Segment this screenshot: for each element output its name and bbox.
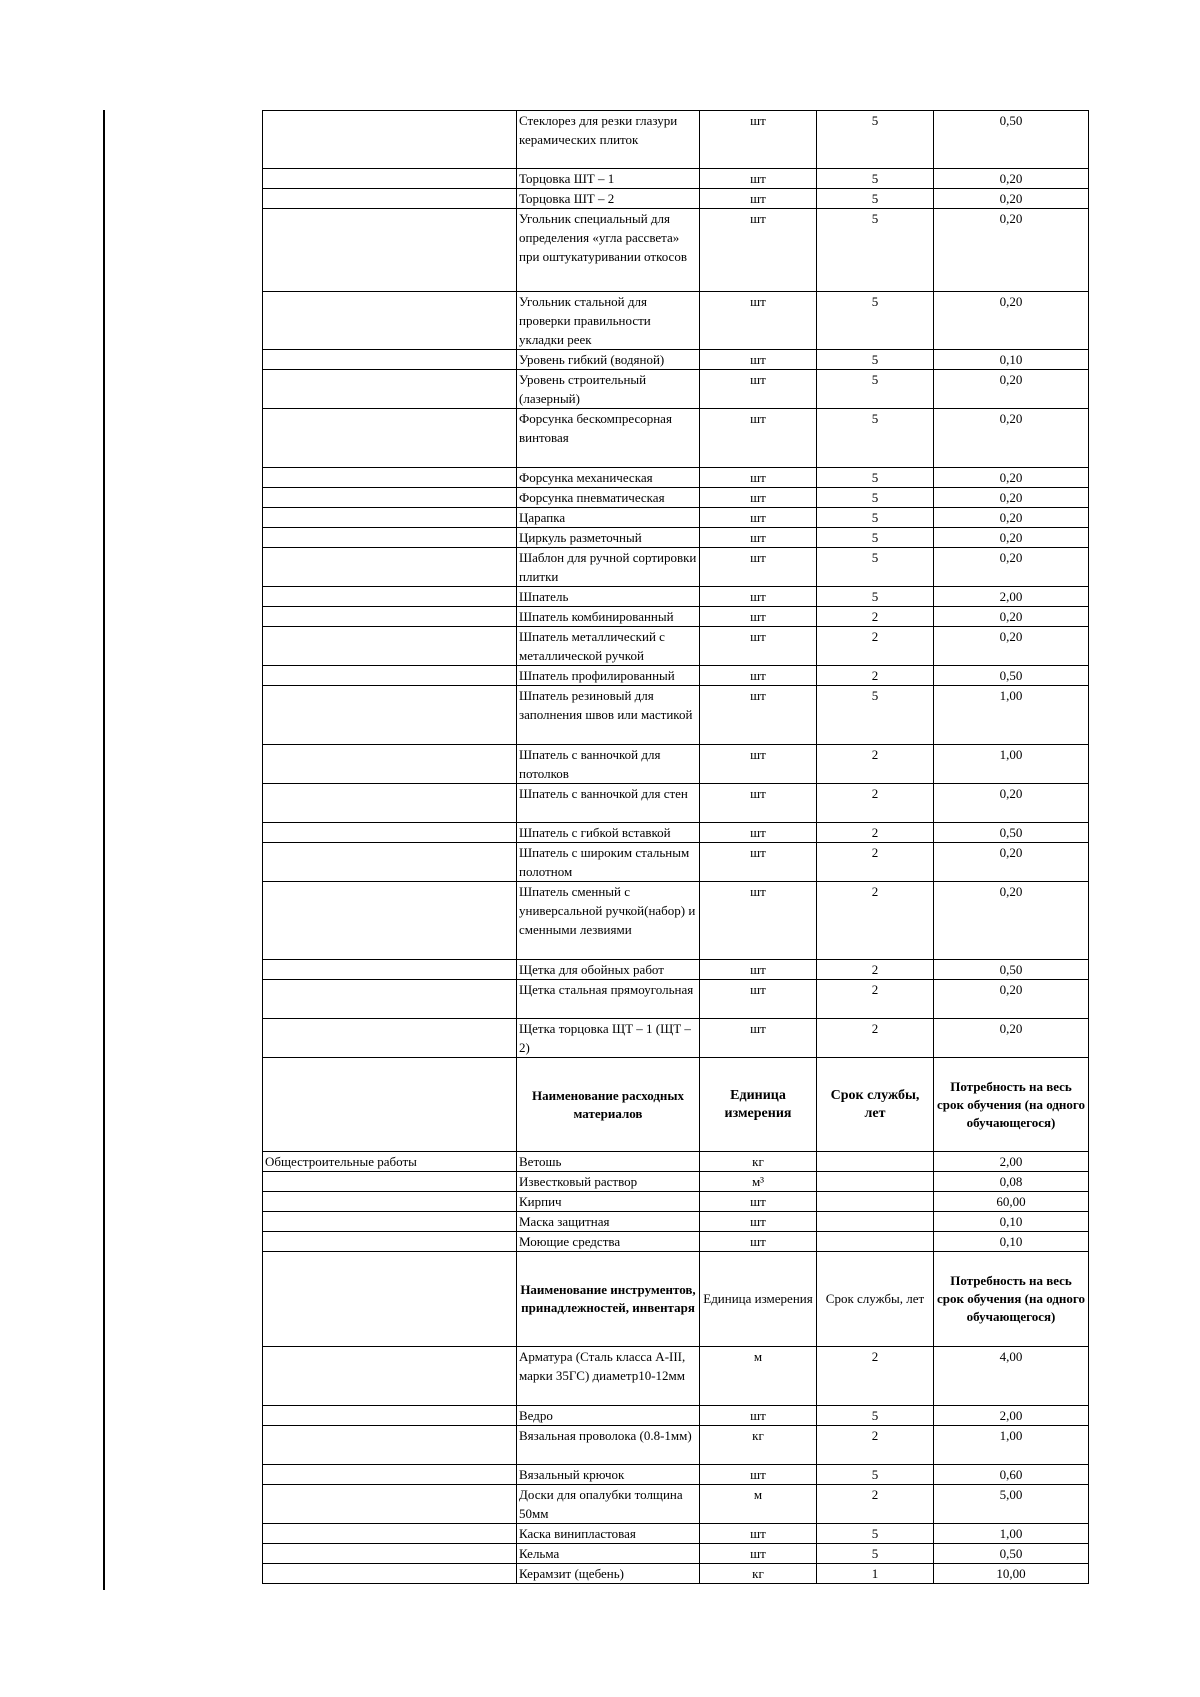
row-unit-cell: шт (700, 1212, 817, 1232)
row-name-cell: Шпатель с широким стальным полотном (517, 843, 700, 882)
table-header-row (263, 1058, 1089, 1152)
row-need-cell: 0,10 (934, 350, 1089, 370)
header-empty-cell (263, 1252, 517, 1347)
row-section-cell (263, 1524, 517, 1544)
row-section-cell (263, 1465, 517, 1485)
row-name-cell: Керамзит (щебень) (517, 1564, 700, 1584)
row-section-cell (263, 1232, 517, 1252)
row-need-cell: 0,20 (934, 1019, 1089, 1058)
row-name-cell: Шпатель металлический с металлической ручкой (517, 627, 700, 666)
row-years-cell: 2 (817, 745, 934, 784)
table-row (263, 350, 1089, 370)
row-name-cell: Шпатель с ванночкой для стен (517, 784, 700, 823)
row-name-cell: Шпатель профилированный (517, 666, 700, 686)
row-section-cell (263, 1485, 517, 1524)
table-row (263, 1192, 1089, 1212)
row-section-cell (263, 627, 517, 666)
row-need-cell: 2,00 (934, 1152, 1089, 1172)
table-row (263, 1212, 1089, 1232)
table-row (263, 686, 1089, 745)
row-need-cell: 0,50 (934, 666, 1089, 686)
table-header-row (263, 1252, 1089, 1347)
header-years: Срок службы, лет (817, 1058, 934, 1152)
row-unit-cell: шт (700, 823, 817, 843)
row-name-cell: Торцовка ШТ – 2 (517, 189, 700, 209)
row-years-cell: 5 (817, 1544, 934, 1564)
row-years-cell: 2 (817, 666, 934, 686)
row-name-cell: Шаблон для ручной сортировки плитки (517, 548, 700, 587)
row-need-cell: 1,00 (934, 1426, 1089, 1465)
row-section-cell (263, 1347, 517, 1406)
row-name-cell: Щетка торцовка ЩТ – 1 (ЩТ – 2) (517, 1019, 700, 1058)
table-row (263, 627, 1089, 666)
row-unit-cell: шт (700, 528, 817, 548)
row-years-cell: 2 (817, 980, 934, 1019)
row-section-cell (263, 882, 517, 960)
row-years-cell: 2 (817, 627, 934, 666)
table-row (263, 1019, 1089, 1058)
header-need: Потребность на весь срок обучения (на одного обучающегося) (934, 1058, 1089, 1152)
row-need-cell: 0,10 (934, 1232, 1089, 1252)
header-unit: Единица измерения (700, 1058, 817, 1152)
row-unit-cell: м (700, 1347, 817, 1406)
table-row (263, 1426, 1089, 1465)
row-years-cell (817, 1152, 934, 1172)
row-years-cell: 5 (817, 468, 934, 488)
row-need-cell: 0,60 (934, 1465, 1089, 1485)
row-need-cell: 0,20 (934, 607, 1089, 627)
row-years-cell: 2 (817, 843, 934, 882)
row-section-cell (263, 1019, 517, 1058)
row-unit-cell: шт (700, 1465, 817, 1485)
table-row (263, 587, 1089, 607)
row-need-cell: 0,20 (934, 468, 1089, 488)
row-unit-cell: шт (700, 784, 817, 823)
row-unit-cell: шт (700, 1544, 817, 1564)
row-name-cell: Маска защитная (517, 1212, 700, 1232)
row-section-cell (263, 528, 517, 548)
row-unit-cell: кг (700, 1152, 817, 1172)
table-row (263, 169, 1089, 189)
row-years-cell: 5 (817, 488, 934, 508)
row-unit-cell: шт (700, 980, 817, 1019)
row-years-cell: 2 (817, 784, 934, 823)
table-row (263, 1544, 1089, 1564)
row-unit-cell: шт (700, 587, 817, 607)
row-need-cell: 1,00 (934, 686, 1089, 745)
row-need-cell: 0,20 (934, 370, 1089, 409)
row-section-cell (263, 686, 517, 745)
row-years-cell: 5 (817, 686, 934, 745)
row-name-cell: Уровень гибкий (водяной) (517, 350, 700, 370)
row-need-cell: 0,20 (934, 488, 1089, 508)
tools-header (263, 1252, 1089, 1347)
table-row (263, 1172, 1089, 1192)
row-years-cell: 2 (817, 1485, 934, 1524)
row-name-cell: Шпатель с ванночкой для потолков (517, 745, 700, 784)
row-unit-cell: м (700, 1485, 817, 1524)
row-section-cell (263, 960, 517, 980)
row-unit-cell: шт (700, 960, 817, 980)
row-need-cell: 60,00 (934, 1192, 1089, 1212)
table-row (263, 745, 1089, 784)
row-section-cell (263, 1406, 517, 1426)
row-need-cell: 0,20 (934, 980, 1089, 1019)
row-section-cell (263, 488, 517, 508)
header-need: Потребность на весь срок обучения (на одного обучающегося) (934, 1252, 1089, 1347)
row-section-cell (263, 666, 517, 686)
row-years-cell (817, 1212, 934, 1232)
row-unit-cell: шт (700, 409, 817, 468)
row-unit-cell: шт (700, 508, 817, 528)
row-unit-cell: кг (700, 1426, 817, 1465)
row-need-cell: 0,50 (934, 823, 1089, 843)
row-years-cell: 5 (817, 1524, 934, 1544)
row-unit-cell: шт (700, 745, 817, 784)
table-row (263, 209, 1089, 292)
row-need-cell: 0,10 (934, 1212, 1089, 1232)
row-name-cell: Щетка для обойных работ (517, 960, 700, 980)
row-years-cell: 5 (817, 350, 934, 370)
row-years-cell: 2 (817, 1019, 934, 1058)
row-section-cell (263, 189, 517, 209)
row-unit-cell: шт (700, 607, 817, 627)
row-name-cell: Шпатель резиновый для заполнения швов или мастикой (517, 686, 700, 745)
row-name-cell: Шпатель сменный с универсальной ручкой(набор) и сменными лезвиями (517, 882, 700, 960)
row-unit-cell: шт (700, 1019, 817, 1058)
row-need-cell: 0,20 (934, 209, 1089, 292)
row-name-cell: Шпатель с гибкой вставкой (517, 823, 700, 843)
header-years: Срок службы, лет (817, 1252, 934, 1347)
row-years-cell: 2 (817, 882, 934, 960)
row-unit-cell: шт (700, 292, 817, 350)
row-unit-cell: шт (700, 209, 817, 292)
row-years-cell: 5 (817, 209, 934, 292)
row-section-cell (263, 607, 517, 627)
row-years-cell: 5 (817, 189, 934, 209)
table-row (263, 488, 1089, 508)
row-name-cell: Шпатель (517, 587, 700, 607)
row-need-cell: 0,50 (934, 1544, 1089, 1564)
row-name-cell: Форсунка пневматическая (517, 488, 700, 508)
header-name: Наименование расходных материалов (517, 1058, 700, 1152)
row-section-cell (263, 350, 517, 370)
row-section-cell (263, 587, 517, 607)
row-unit-cell: шт (700, 488, 817, 508)
row-years-cell: 5 (817, 548, 934, 587)
table-row (263, 1152, 1089, 1172)
row-need-cell: 1,00 (934, 1524, 1089, 1544)
row-need-cell: 0,08 (934, 1172, 1089, 1192)
table-row (263, 843, 1089, 882)
table-row (263, 468, 1089, 488)
row-need-cell: 0,20 (934, 409, 1089, 468)
row-unit-cell: шт (700, 686, 817, 745)
row-section-cell (263, 1564, 517, 1584)
row-unit-cell: шт (700, 1524, 817, 1544)
row-name-cell: Кирпич (517, 1192, 700, 1212)
row-unit-cell: шт (700, 627, 817, 666)
row-section-cell (263, 409, 517, 468)
row-name-cell: Моющие средства (517, 1232, 700, 1252)
row-name-cell: Известковый раствор (517, 1172, 700, 1192)
row-need-cell: 2,00 (934, 587, 1089, 607)
row-unit-cell: шт (700, 548, 817, 587)
row-section-cell (263, 1192, 517, 1212)
row-name-cell: Угольник стальной для проверки правильности укладки реек (517, 292, 700, 350)
table-row (263, 1564, 1089, 1584)
row-section-cell (263, 1426, 517, 1465)
row-name-cell: Арматура (Сталь класса А-III, марки 35ГС) диаметр10-12мм (517, 1347, 700, 1406)
table-row (263, 292, 1089, 350)
row-name-cell: Вязальная проволока (0.8-1мм) (517, 1426, 700, 1465)
row-section-cell (263, 784, 517, 823)
row-unit-cell: шт (700, 1232, 817, 1252)
row-unit-cell: шт (700, 666, 817, 686)
row-years-cell: 5 (817, 528, 934, 548)
row-years-cell: 2 (817, 607, 934, 627)
row-need-cell: 0,50 (934, 111, 1089, 169)
row-need-cell: 10,00 (934, 1564, 1089, 1584)
tools-rows-group (263, 111, 1089, 1058)
row-need-cell: 0,20 (934, 882, 1089, 960)
table-row (263, 508, 1089, 528)
row-section-cell (263, 292, 517, 350)
row-years-cell (817, 1172, 934, 1192)
row-section-cell (263, 548, 517, 587)
row-section-cell (263, 745, 517, 784)
row-section-cell (263, 1544, 517, 1564)
table-row (263, 607, 1089, 627)
row-years-cell: 5 (817, 409, 934, 468)
row-section-cell (263, 468, 517, 488)
row-unit-cell: шт (700, 1192, 817, 1212)
row-section-cell (263, 843, 517, 882)
row-unit-cell: шт (700, 843, 817, 882)
row-name-cell: Угольник специальный для определения «угла рассвета» при оштукатуривании откосов (517, 209, 700, 292)
row-unit-cell: кг (700, 1564, 817, 1584)
table-row (263, 370, 1089, 409)
row-name-cell: Форсунка механическая (517, 468, 700, 488)
row-years-cell: 5 (817, 508, 934, 528)
row-years-cell: 5 (817, 1406, 934, 1426)
row-need-cell: 0,20 (934, 548, 1089, 587)
consumables-rows-group (263, 1152, 1089, 1252)
row-name-cell: Кельма (517, 1544, 700, 1564)
row-need-cell: 0,20 (934, 528, 1089, 548)
table-row (263, 548, 1089, 587)
row-years-cell (817, 1192, 934, 1212)
row-section-cell (263, 111, 517, 169)
row-section-cell (263, 1172, 517, 1192)
table-row (263, 1232, 1089, 1252)
row-name-cell: Ветошь (517, 1152, 700, 1172)
row-need-cell: 0,20 (934, 784, 1089, 823)
row-years-cell: 5 (817, 111, 934, 169)
row-section-cell: Общестроительные работы (263, 1152, 517, 1172)
row-years-cell: 2 (817, 1426, 934, 1465)
tools-rows-group-2 (263, 1347, 1089, 1584)
header-name: Наименование инструментов, принадлежностей, инвентаря (517, 1252, 700, 1347)
row-need-cell: 0,20 (934, 169, 1089, 189)
row-name-cell: Вязальный крючок (517, 1465, 700, 1485)
row-need-cell: 0,20 (934, 189, 1089, 209)
table-row (263, 1406, 1089, 1426)
row-need-cell: 0,20 (934, 292, 1089, 350)
row-section-cell (263, 1212, 517, 1232)
row-unit-cell: шт (700, 882, 817, 960)
row-unit-cell: шт (700, 111, 817, 169)
table-row (263, 823, 1089, 843)
row-name-cell: Шпатель комбинированный (517, 607, 700, 627)
equipment-table (262, 110, 1089, 1584)
row-years-cell: 2 (817, 960, 934, 980)
row-years-cell: 5 (817, 1465, 934, 1485)
row-section-cell (263, 508, 517, 528)
table-row (263, 882, 1089, 960)
row-unit-cell: шт (700, 189, 817, 209)
left-margin-line (103, 110, 105, 1590)
table-row (263, 784, 1089, 823)
row-unit-cell: шт (700, 1406, 817, 1426)
row-name-cell: Уровень строительный (лазерный) (517, 370, 700, 409)
row-need-cell: 5,00 (934, 1485, 1089, 1524)
row-section-cell (263, 980, 517, 1019)
row-section-cell (263, 823, 517, 843)
row-unit-cell: м³ (700, 1172, 817, 1192)
table-row (263, 666, 1089, 686)
header-unit: Единица измерения (700, 1252, 817, 1347)
consumables-header (263, 1058, 1089, 1152)
header-empty-cell (263, 1058, 517, 1152)
row-name-cell: Циркуль разметочный (517, 528, 700, 548)
row-unit-cell: шт (700, 169, 817, 189)
row-name-cell: Форсунка бескомпресорная винтовая (517, 409, 700, 468)
row-need-cell: 0,20 (934, 843, 1089, 882)
table-row (263, 528, 1089, 548)
row-name-cell: Царапка (517, 508, 700, 528)
row-need-cell: 4,00 (934, 1347, 1089, 1406)
row-name-cell: Каска винипластовая (517, 1524, 700, 1544)
table-row (263, 1465, 1089, 1485)
row-need-cell: 0,20 (934, 508, 1089, 528)
row-years-cell: 2 (817, 823, 934, 843)
row-name-cell: Стеклорез для резки глазури керамических плиток (517, 111, 700, 169)
row-need-cell: 1,00 (934, 745, 1089, 784)
row-section-cell (263, 209, 517, 292)
row-years-cell: 5 (817, 292, 934, 350)
table-row (263, 980, 1089, 1019)
table-row (263, 189, 1089, 209)
table-row (263, 1347, 1089, 1406)
row-years-cell: 2 (817, 1347, 934, 1406)
row-section-cell (263, 370, 517, 409)
table-row (263, 111, 1089, 169)
row-years-cell: 1 (817, 1564, 934, 1584)
row-unit-cell: шт (700, 468, 817, 488)
row-need-cell: 0,50 (934, 960, 1089, 980)
table-row (263, 1524, 1089, 1544)
table-row (263, 409, 1089, 468)
row-years-cell: 5 (817, 587, 934, 607)
table-row (263, 1485, 1089, 1524)
row-years-cell: 5 (817, 169, 934, 189)
row-name-cell: Щетка стальная прямоугольная (517, 980, 700, 1019)
row-unit-cell: шт (700, 370, 817, 409)
row-name-cell: Ведро (517, 1406, 700, 1426)
table-row (263, 960, 1089, 980)
row-name-cell: Доски для опалубки толщина 50мм (517, 1485, 700, 1524)
row-name-cell: Торцовка ШТ – 1 (517, 169, 700, 189)
row-years-cell (817, 1232, 934, 1252)
row-section-cell (263, 169, 517, 189)
row-years-cell: 5 (817, 370, 934, 409)
row-unit-cell: шт (700, 350, 817, 370)
row-need-cell: 0,20 (934, 627, 1089, 666)
row-need-cell: 2,00 (934, 1406, 1089, 1426)
